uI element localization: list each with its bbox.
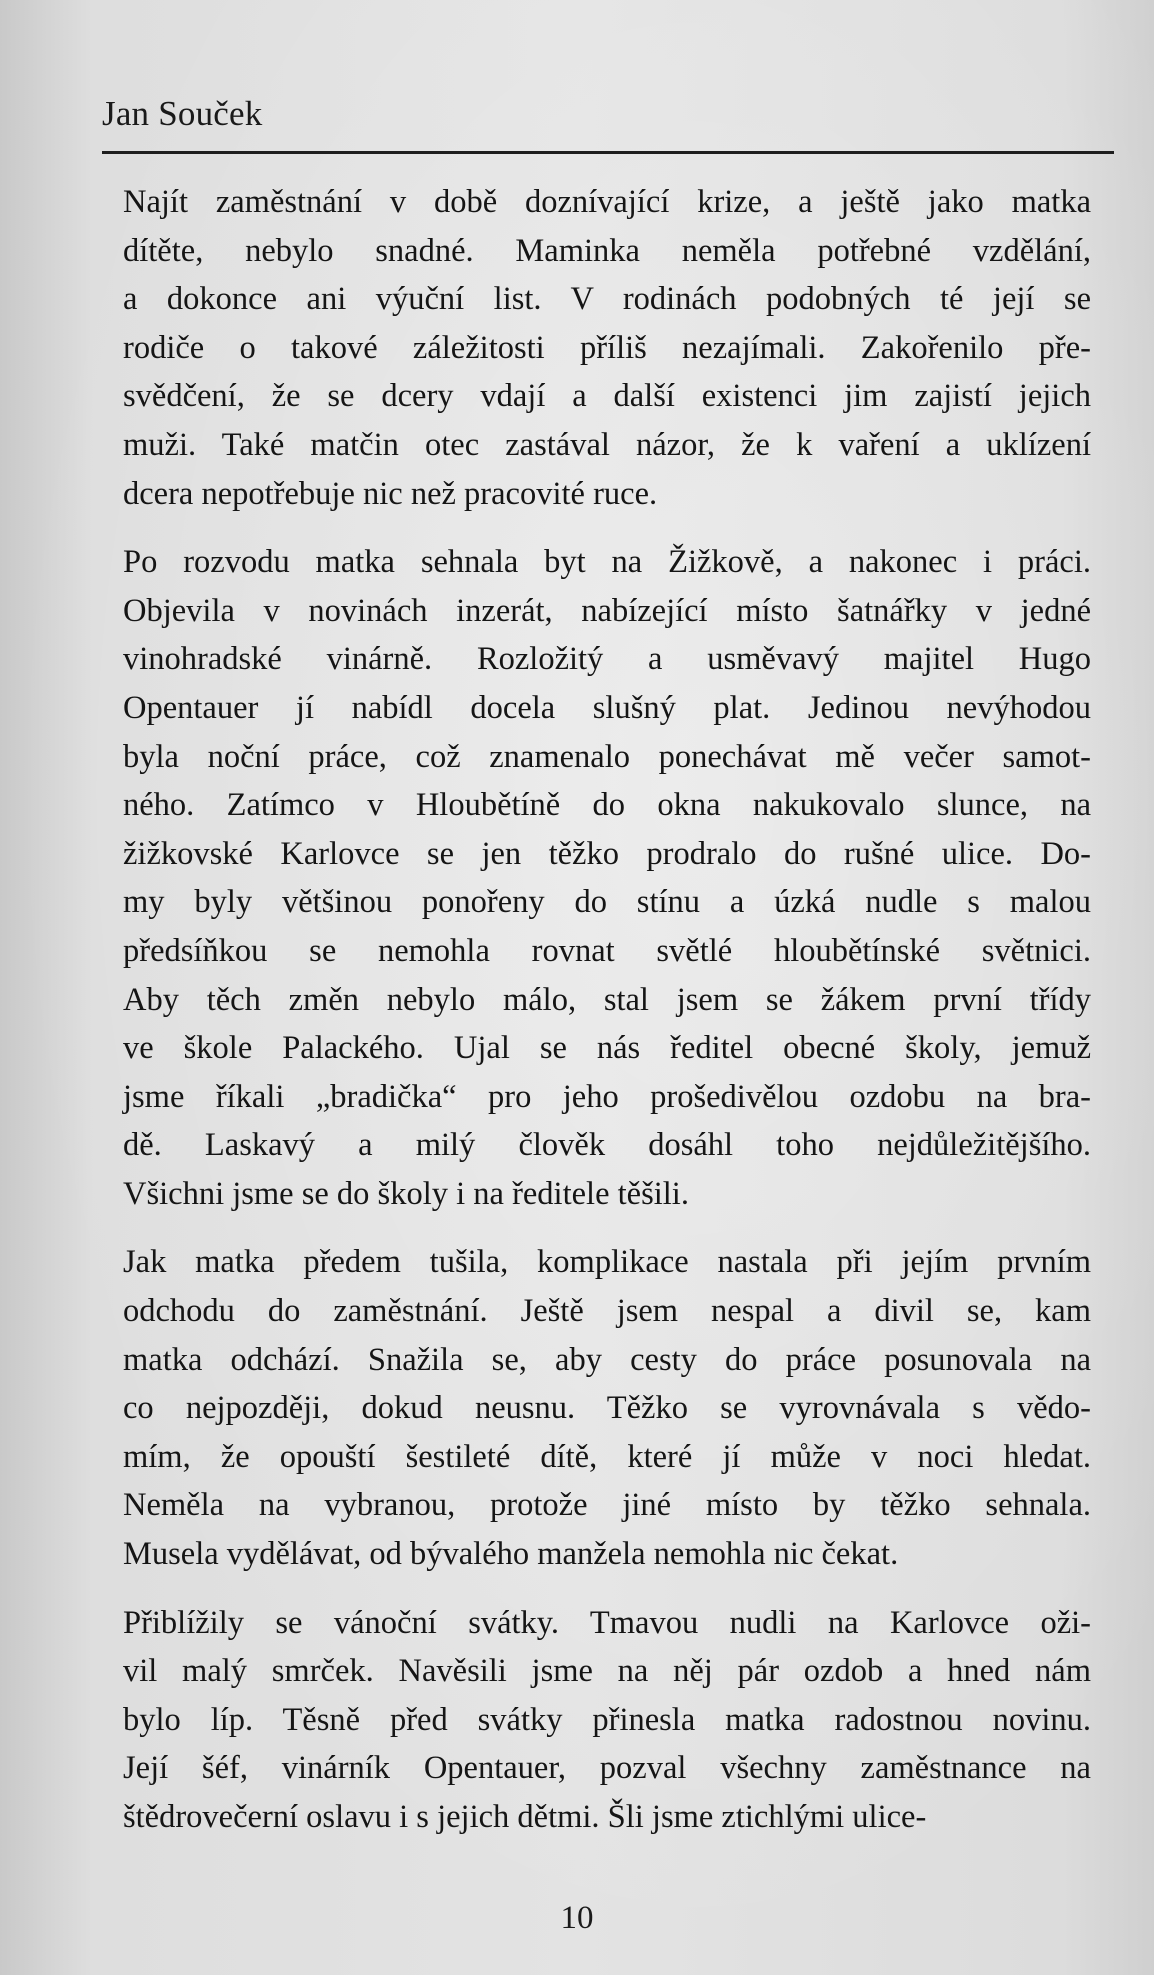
text-line: rodiče o takové záležitosti příliš nezajímali. Zakořenilo pře- bbox=[123, 329, 1091, 366]
text-line: a dokonce ani výuční list. V rodinách podobných té její se bbox=[123, 281, 1091, 318]
text-line: Objevila v novinách inzerát, nabízející místo šatnářky v jedné bbox=[123, 592, 1091, 629]
text-line: odchodu do zaměstnání. Ještě jsem nespal a divil se, kam bbox=[123, 1293, 1091, 1330]
text-line: dítěte, nebylo snadné. Maminka neměla potřebné vzdělání, bbox=[123, 232, 1091, 269]
text-line: Najít zaměstnání v době doznívající krize, a ještě jako matka bbox=[123, 184, 1091, 220]
text-line: Jak matka předem tušila, komplikace nastala při jejím prvním bbox=[123, 1244, 1091, 1281]
page-number: 10 bbox=[560, 1900, 594, 1936]
text-line: svědčení, že se dcery vdají a další existenci jim zajistí jejich bbox=[123, 378, 1091, 415]
text-line: my byly většinou ponořeny do stínu a úzká nudle s malou bbox=[123, 884, 1091, 921]
paragraph bbox=[123, 178, 1091, 518]
text-line: co nejpozději, dokud neusnu. Těžko se vyrovnávala s vědo- bbox=[123, 1390, 1091, 1427]
text-line: matka odchází. Snažila se, aby cesty do práce posunovala na bbox=[123, 1341, 1091, 1378]
text-line: dcera nepotřebuje nic než pracovité ruce. bbox=[123, 475, 658, 512]
text-line: Přiblížily se vánoční svátky. Tmavou nudli na Karlovce oži- bbox=[123, 1604, 1091, 1641]
text-line: dě. Laskavý a milý člověk dosáhl toho nejdůležitějšího. bbox=[123, 1127, 1091, 1164]
text-line: žižkovské Karlovce se jen těžko prodralo do rušné ulice. Do- bbox=[123, 835, 1091, 872]
body-text bbox=[123, 178, 1091, 1862]
text-line: Její šéf, vinárník Opentauer, pozval všechny zaměstnance na bbox=[123, 1750, 1091, 1787]
text-line: byla noční práce, což znamenalo ponechávat mě večer samot- bbox=[123, 738, 1091, 775]
text-line: předsíňkou se nemohla rovnat světlé hloubětínské světnici. bbox=[123, 932, 1091, 969]
text-line: Opentauer jí nabídl docela slušný plat. Jedinou nevýhodou bbox=[123, 689, 1091, 726]
text-line: vil malý smrček. Navěsili jsme na něj pár ozdob a hned nám bbox=[123, 1653, 1091, 1690]
text-line: Aby těch změn nebylo málo, stal jsem se žákem první třídy bbox=[123, 981, 1091, 1018]
text-line: mím, že opouští šestileté dítě, které jí může v noci hledat. bbox=[123, 1438, 1091, 1475]
text-line: Po rozvodu matka sehnala byt na Žižkově, a nakonec i práci. bbox=[123, 544, 1091, 581]
text-line: ve škole Palackého. Ujal se nás ředitel obecné školy, jemuž bbox=[123, 1030, 1091, 1067]
text-line: štědrovečerní oslavu i s jejich dětmi. Šli jsme ztichlými ulice- bbox=[123, 1799, 927, 1835]
text-line: muži. Také matčin otec zastával názor, že k vaření a uklízení bbox=[123, 426, 1091, 463]
paragraph bbox=[123, 1599, 1091, 1842]
text-line: Musela vydělávat, od bývalého manžela nemohla nic čekat. bbox=[123, 1536, 899, 1573]
running-header-author: Jan Souček bbox=[102, 94, 263, 133]
text-line: bylo líp. Těsně před svátky přinesla matka radostnou novinu. bbox=[123, 1701, 1091, 1738]
text-line: ného. Zatímco v Hloubětíně do okna nakukovalo slunce, na bbox=[123, 787, 1091, 824]
paragraph bbox=[123, 538, 1091, 1218]
text-line: jsme říkali „bradička“ pro jeho prošedivělou ozdobu na bra- bbox=[123, 1078, 1091, 1115]
text-line: Neměla na vybranou, protože jiné místo by těžko sehnala. bbox=[123, 1487, 1091, 1524]
text-line: vinohradské vinárně. Rozložitý a usměvavý majitel Hugo bbox=[123, 641, 1091, 678]
text-line: Všichni jsme se do školy i na ředitele těšili. bbox=[123, 1175, 689, 1212]
header-rule bbox=[102, 151, 1114, 154]
paragraph bbox=[123, 1238, 1091, 1578]
